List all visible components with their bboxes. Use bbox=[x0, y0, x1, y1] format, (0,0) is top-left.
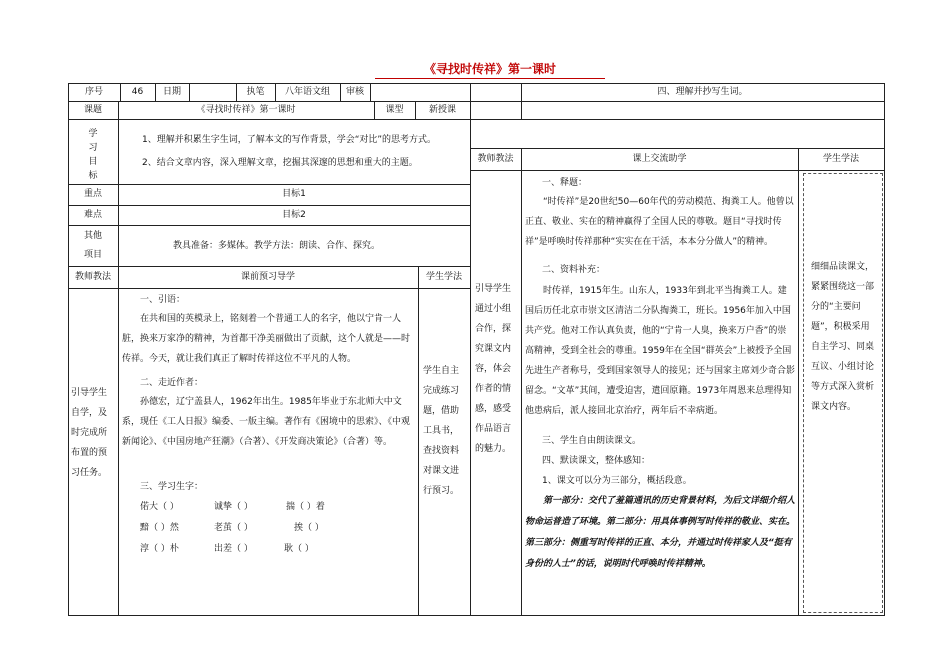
type-value: 新授课 bbox=[428, 105, 456, 115]
explain-title-heading: 一、释题： bbox=[542, 178, 588, 188]
right-note: 四、理解并抄写生词。 bbox=[657, 87, 748, 97]
vocab-item: 黯（ ）然 bbox=[140, 523, 179, 533]
title-underline bbox=[375, 78, 605, 79]
goals-label-2: 习 bbox=[88, 143, 98, 153]
goal-2: 2、结合文章内容，深入理解文章，挖掘其深邃的思想和重大的主题。 bbox=[142, 158, 418, 168]
table-border bbox=[68, 225, 470, 226]
goals-label-1: 学 bbox=[88, 129, 98, 139]
vocab-item: 淳（ ）朴 bbox=[140, 544, 179, 554]
left-student-method: 学生自主完成练习题，借助工具书，查找资料对课文进行预习。 bbox=[423, 366, 460, 496]
table-border bbox=[521, 148, 522, 616]
table-border bbox=[68, 101, 885, 102]
other-label-1: 其他 bbox=[83, 231, 102, 241]
right-teacher-method: 引导学生通过小组合作，探究课文内容，体会作者的情感，感受作品语言的魅力。 bbox=[475, 284, 512, 454]
right-study-header: 学生学法 bbox=[822, 154, 859, 164]
topic-value: 《寻找时传祥》第一课时 bbox=[196, 105, 296, 115]
intro-text: 在共和国的英模录上，铭刻着一个普通工人的名字，他以宁肯一人脏，换来万家净的精神，为首都干净美丽做出了贡献，这个人就是——时传祥。今天，就让我们真正了解时传祥这位不平凡的人物。 bbox=[122, 314, 411, 364]
other-label-2: 项目 bbox=[83, 250, 102, 260]
left-teach-header: 教师教法 bbox=[74, 272, 111, 282]
explain-title-text: “时传祥”是20世纪50—60年代的劳动模范、掏粪工人。他曾以正直、敬业、实在的精神赢得了全国人民的尊敬。题目“寻找时传祥”是呼唤时传祥那种“实实在在干活，本本分分做人”的精神。 bbox=[525, 197, 794, 247]
table-border bbox=[470, 170, 885, 171]
supplement-text: 时传祥，1915年生。山东人，1933年到北平当掏粪工人。建国后历任北京市崇文区清洁二分队掏粪工，班长。1956年加入中国共产党。他对工作认真负责，他的“宁肯一人臭，换来万户香”的崇高精神，受到全社会的尊重。1959年在全国“群英会”上被授予全国先进生产者称号，受到国家领导人的接见；还与国家主席刘少奇合影留念。“文革”其间，遭受迫害，遣回原籍。1973年周恩来总理得知他患病后，派人接回北京治疗，两年后不幸病逝。 bbox=[525, 286, 796, 416]
topic-label: 课题 bbox=[83, 105, 102, 115]
goal-1: 1、理解并积累生字生词，了解本文的写作背景，学会“对比”的思考方式。 bbox=[142, 135, 437, 145]
structure-summary: 第一部分：交代了羞篇通讯的历史背景材料，为后文详细介绍人物命运普造了环境。第二部分：用具体事例写时传祥的敬业、实在。第三部分：侧重写时传祥的正直、本分，并通过时传祥家人及“挺有身份的人士”的话，说明时代呼唤时传祥精神。 bbox=[525, 496, 796, 569]
seq-value: 46 bbox=[131, 87, 144, 97]
page-title: 《寻找时传祥》第一课时 bbox=[423, 62, 556, 76]
left-guide-header: 课前预习导学 bbox=[240, 272, 295, 282]
left-study-header: 学生学法 bbox=[425, 272, 462, 282]
table-border bbox=[68, 119, 885, 120]
vocab-item: 偌大（ ） bbox=[140, 502, 179, 512]
vocab-item: 诚挚（ ） bbox=[214, 502, 253, 512]
type-label: 课型 bbox=[385, 105, 404, 115]
goals-label-3: 目 bbox=[88, 157, 98, 167]
difficulty-label: 难点 bbox=[83, 210, 102, 220]
table-border bbox=[68, 83, 885, 84]
vocab-item: 挨（ ） bbox=[294, 523, 324, 533]
table-border bbox=[68, 205, 470, 206]
review-label: 审核 bbox=[345, 87, 364, 97]
writer-value: 八年语文组 bbox=[284, 87, 330, 97]
table-border bbox=[68, 615, 885, 616]
table-border bbox=[118, 266, 119, 616]
vocab-item: 老茧（ ） bbox=[214, 523, 253, 533]
table-border bbox=[884, 83, 885, 616]
task-1: 1、课文可以分为三部分，概括段意。 bbox=[542, 476, 692, 486]
right-student-method: 细细品读课文，紧紧围绕这一部分的“主要问题”，积极采用自主学习、同桌互议、小组讨论等方式深入赏析课文内容。 bbox=[811, 262, 875, 412]
table-border bbox=[68, 288, 470, 289]
intro-heading: 一、引语： bbox=[140, 295, 186, 305]
table-border bbox=[798, 148, 799, 616]
supplement-heading: 二、资料补充： bbox=[542, 265, 606, 275]
difficulty-value: 目标2 bbox=[282, 210, 306, 220]
table-border bbox=[370, 83, 371, 101]
table-border bbox=[68, 266, 470, 267]
key-value: 目标1 bbox=[282, 189, 306, 199]
left-teacher-method: 引导学生自学，及时完成所布置的预习任务。 bbox=[71, 388, 108, 478]
key-label: 重点 bbox=[83, 189, 102, 199]
dashed-frame bbox=[803, 173, 883, 613]
silent-reading: 四、默读课文，整体感知： bbox=[542, 456, 651, 466]
right-teach-header: 教师教法 bbox=[477, 154, 514, 164]
vocab-item: 揣（ ）着 bbox=[286, 502, 325, 512]
table-border bbox=[68, 184, 470, 185]
writer-label: 执笔 bbox=[246, 87, 265, 97]
table-border bbox=[418, 266, 419, 616]
right-guide-header: 课上交流助学 bbox=[632, 154, 687, 164]
vocab-item: 耿（ ） bbox=[284, 544, 314, 554]
free-reading: 三、学生自由朗读课文。 bbox=[542, 436, 642, 446]
author-text: 孙德宏，辽宁盖县人，1962年出生。1985年毕业于东北师大中文系，现任《工人日报》编委、一版主编。著作有《困境中的思索》、《中观新闻论》、《中国房地产狂潮》（合著）、《开发商决策论》（合著）等。 bbox=[122, 397, 411, 447]
author-heading: 二、走近作者： bbox=[140, 378, 204, 388]
seq-label: 序号 bbox=[84, 87, 103, 97]
vocab-item: 出差（ ） bbox=[214, 544, 253, 554]
goals-label-4: 标 bbox=[88, 171, 98, 181]
date-label: 日期 bbox=[162, 87, 181, 97]
other-value: 教具准备：多媒体。教学方法：朗读、合作、探究。 bbox=[173, 241, 381, 251]
vocab-heading: 三、学习生字： bbox=[140, 482, 204, 492]
table-border bbox=[189, 83, 190, 101]
table-border bbox=[470, 148, 885, 149]
